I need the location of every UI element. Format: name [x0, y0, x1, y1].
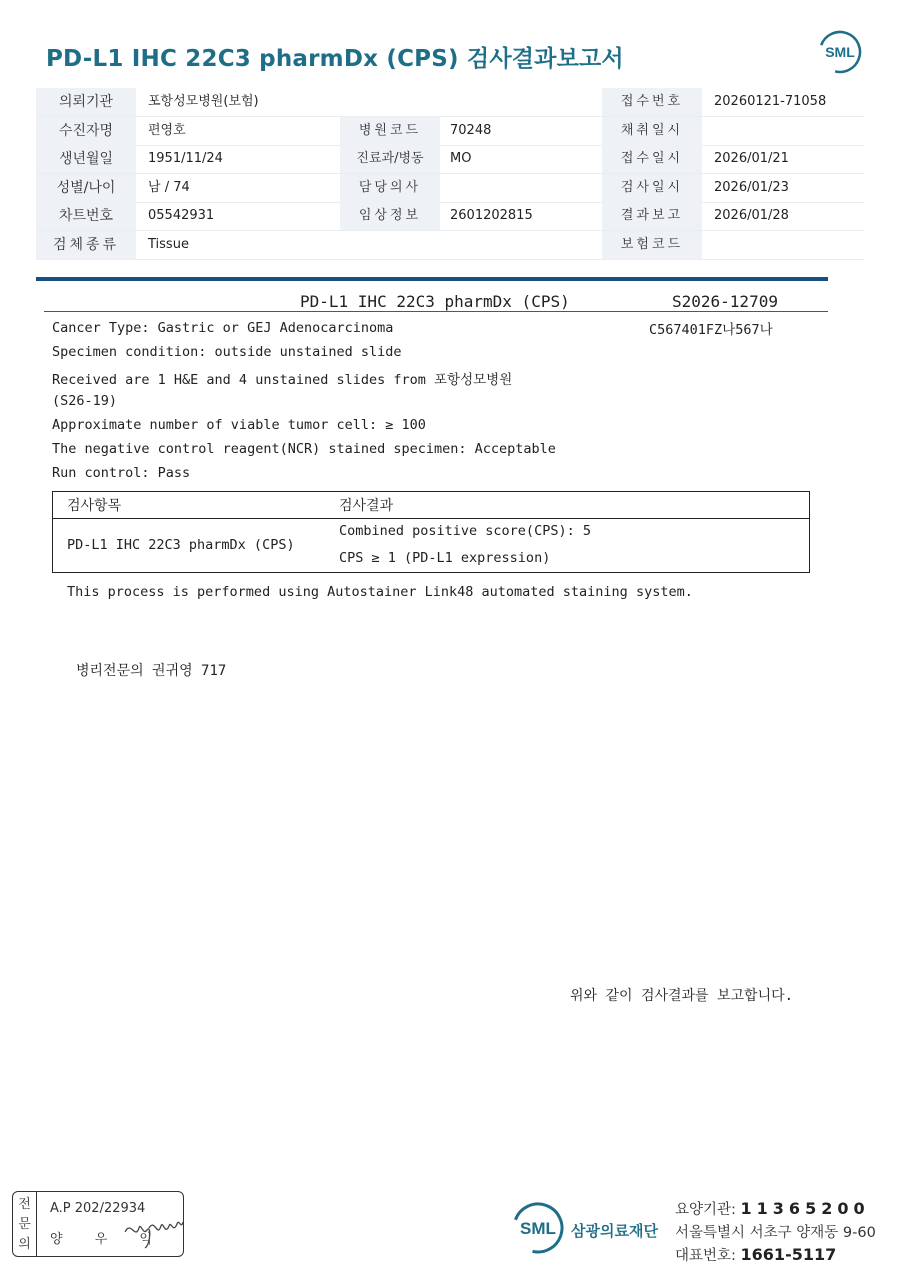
process-note: This process is performed using Autostainer Link48 automated staining system. — [67, 584, 693, 600]
section-divider — [36, 277, 828, 281]
info-row — [36, 174, 864, 203]
report-line: The negative control reagent(NCR) stained specimen: Acceptable — [52, 441, 556, 457]
info-row — [36, 145, 864, 174]
report-line: Approximate number of viable tumor cell: ≥ 100 — [52, 416, 426, 433]
info-value — [450, 174, 600, 202]
info-value: Tissue — [148, 236, 189, 252]
info-label: 담당의사 — [340, 174, 440, 202]
report-number: S2026-12709 — [672, 292, 778, 311]
specialist-stamp — [12, 1191, 184, 1257]
info-label: 생년월일 — [36, 145, 136, 173]
footer-code-value: 11365200 — [740, 1199, 870, 1218]
footer-phone — [675, 1244, 836, 1265]
info-label: 진료과/병동 — [340, 145, 440, 173]
report-line: Received are 1 H&E and 4 unstained slides from 포항성모병원 — [52, 372, 513, 389]
svg-text:SML: SML — [825, 44, 855, 60]
report-line: Run control: Pass — [52, 465, 191, 482]
info-label: 임상정보 — [340, 202, 440, 230]
foundation-name: 삼광의료재단 — [571, 1222, 658, 1240]
footer-address: 서울특별시 서초구 양재동 9-60 — [675, 1225, 876, 1241]
info-value: 편영호 — [148, 122, 186, 138]
stamp-name: 양 우 익 — [50, 1232, 166, 1247]
info-row — [36, 88, 864, 117]
info-label: 접수일시 — [602, 145, 702, 173]
sml-footer-logo-icon — [511, 1201, 565, 1255]
info-value — [714, 231, 864, 259]
svg-text:SML: SML — [520, 1219, 556, 1238]
info-value: 70248 — [450, 122, 492, 138]
footer-code-label: 요양기관: — [675, 1202, 736, 1218]
info-value: 2026/01/21 — [714, 151, 789, 166]
info-row — [36, 117, 864, 146]
stamp-side-label — [13, 1192, 37, 1256]
table-header-divider — [53, 518, 809, 519]
info-value: 2026/01/28 — [714, 208, 789, 223]
info-value — [714, 117, 864, 145]
info-value: 05542931 — [148, 208, 215, 223]
report-code: C567401FZ나567나 — [649, 322, 773, 338]
info-label: 검사일시 — [602, 174, 702, 202]
info-label: 접수번호 — [602, 88, 702, 116]
result-table — [52, 491, 810, 573]
info-label: 채취일시 — [602, 117, 702, 145]
info-value: 20260121-71058 — [714, 94, 827, 109]
info-value: 2026/01/23 — [714, 179, 789, 195]
closing-statement: 위와 같이 검사결과를 보고합니다. — [570, 988, 794, 1004]
info-value: 포항성모병원(보험) — [148, 94, 259, 109]
report-heading: PD-L1 IHC 22C3 pharmDx (CPS) — [300, 292, 570, 311]
info-value: 2601202815 — [450, 208, 533, 223]
heading-underline — [44, 311, 828, 312]
pathologist-line: 병리전문의 권귀영 717 — [76, 663, 227, 679]
info-label: 차트번호 — [36, 202, 136, 230]
stamp-license: A.P 202/22934 — [50, 1201, 146, 1216]
info-label: 수진자명 — [36, 117, 136, 145]
report-line: Cancer Type: Gastric or GEJ Adenocarcinoma — [52, 320, 394, 336]
info-label: 보험코드 — [602, 231, 702, 259]
info-value: 1951/11/24 — [148, 151, 223, 166]
signature-icon — [121, 1210, 187, 1250]
info-row — [36, 231, 864, 260]
table-item: PD-L1 IHC 22C3 pharmDx (CPS) — [67, 537, 295, 553]
table-result-interpretation: CPS ≥ 1 (PD-L1 expression) — [339, 550, 551, 566]
info-label: 병원코드 — [340, 117, 440, 145]
footer-phone-value: 1661-5117 — [740, 1245, 837, 1264]
report-line: (S26-19) — [52, 392, 118, 409]
info-label: 결과보고 — [602, 202, 702, 230]
info-value: MO — [450, 151, 472, 166]
info-value — [450, 88, 600, 116]
info-label: 성별/나이 — [36, 174, 136, 202]
report-line: Specimen condition: outside unstained slide — [52, 344, 402, 361]
table-header-item: 검사항목 — [67, 498, 122, 514]
stamp-side-text: 전문의 — [18, 1197, 31, 1252]
page-title: PD-L1 IHC 22C3 pharmDx (CPS) 검사결과보고서 — [46, 46, 624, 72]
info-label: 검체종류 — [36, 231, 136, 259]
info-value: 남 / 74 — [148, 179, 190, 195]
table-header-result: 검사결과 — [339, 498, 394, 514]
sml-logo-icon — [818, 30, 862, 74]
info-label: 의뢰기관 — [36, 88, 136, 116]
footer-institution-code — [675, 1198, 870, 1219]
info-value — [450, 231, 600, 259]
table-result-score: Combined positive score(CPS): 5 — [339, 523, 591, 539]
footer-phone-label: 대표번호: — [675, 1248, 736, 1264]
info-row — [36, 202, 864, 231]
